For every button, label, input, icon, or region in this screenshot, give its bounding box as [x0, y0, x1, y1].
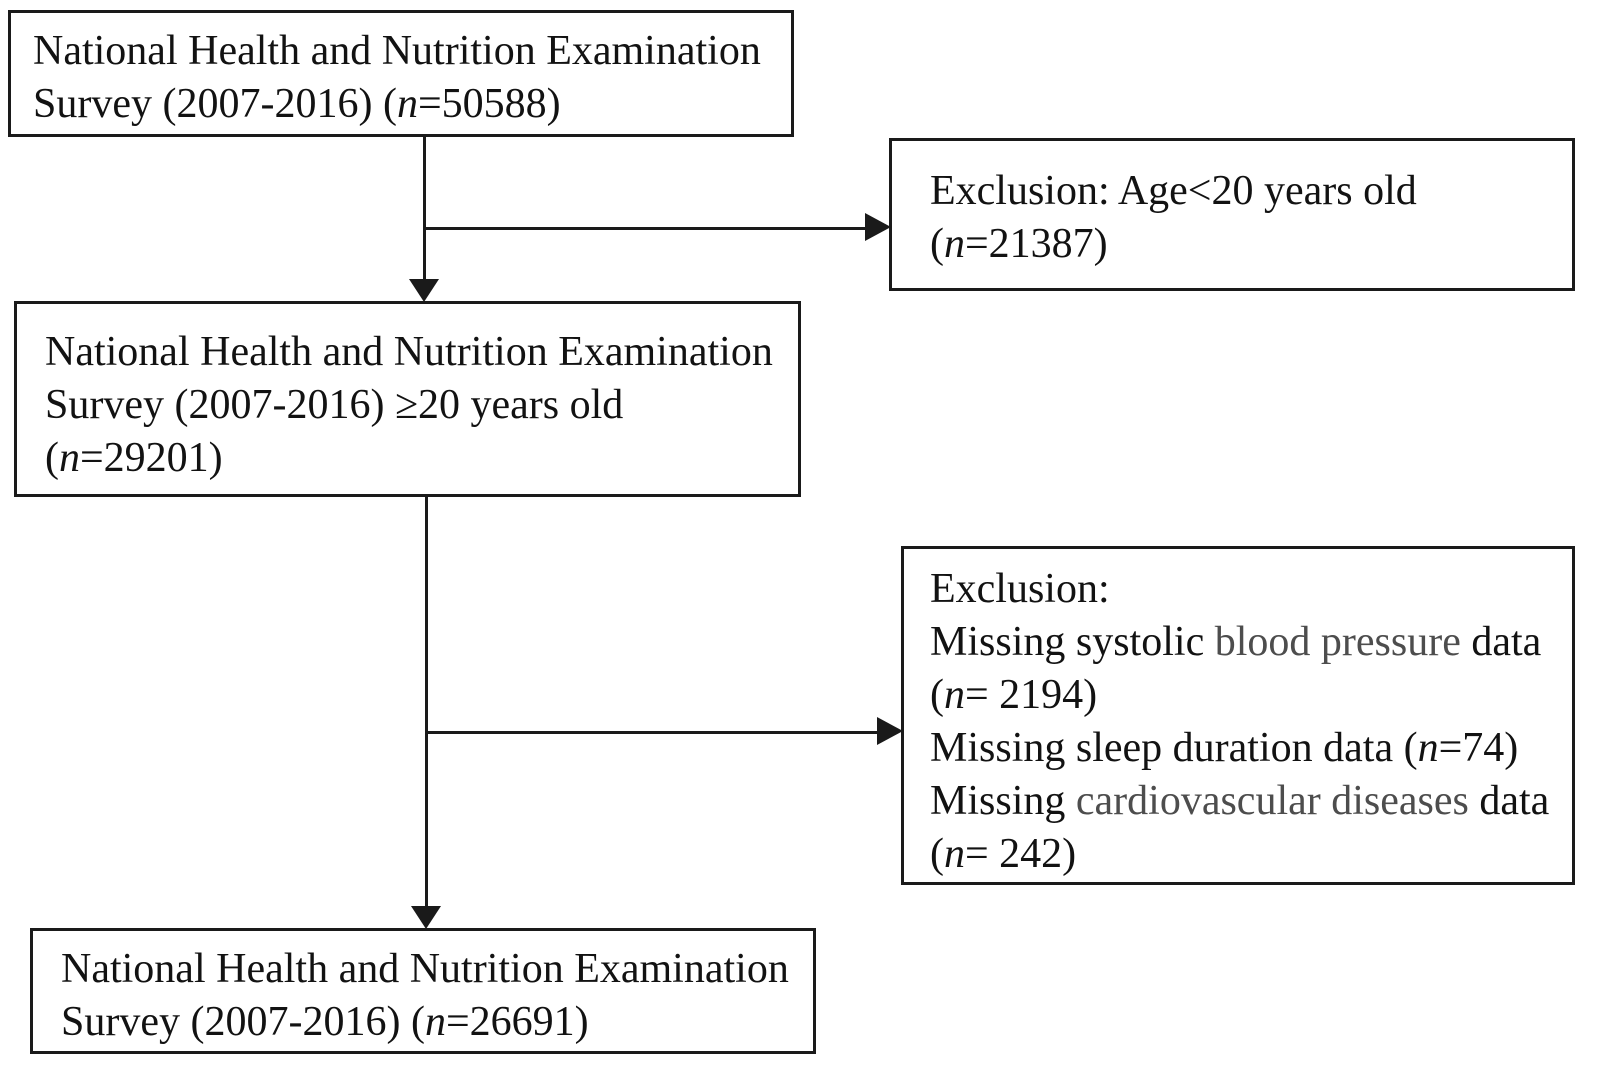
text-line — [930, 616, 1558, 669]
text-segment: blood pressure — [1214, 619, 1461, 665]
node-nhanes-initial — [8, 10, 794, 137]
text-line — [33, 25, 773, 78]
sample-size-n: n — [944, 672, 965, 718]
sample-size-n: n — [944, 221, 965, 267]
text-line — [61, 996, 795, 1049]
arrowhead-down-icon — [409, 279, 439, 302]
text-segment: Survey (2007-2016) ( — [61, 999, 425, 1045]
node-exclusion-age — [889, 138, 1575, 291]
text-segment: ( — [930, 672, 944, 718]
text-segment: Survey (2007-2016) ( — [33, 81, 397, 127]
text-segment: Missing sleep duration data ( — [930, 725, 1418, 771]
text-segment: Survey (2007-2016) ≥20 years old — [45, 382, 624, 428]
connector-initial-to-adults — [423, 137, 426, 281]
text-segment: National Health and Nutrition Examination — [33, 28, 761, 74]
node-nhanes-adults — [14, 301, 801, 497]
text-segment: National Health and Nutrition Examination — [61, 946, 789, 992]
text-segment: Missing — [930, 778, 1076, 824]
text-segment: ( — [930, 831, 944, 877]
text-line — [930, 722, 1558, 775]
text-segment: Exclusion: Age<20 years old — [930, 168, 1417, 214]
text-line — [33, 78, 773, 131]
sample-size-n: n — [944, 831, 965, 877]
text-line — [45, 326, 780, 379]
sample-size-n: n — [424, 999, 446, 1045]
sample-size-n: n — [396, 81, 418, 127]
node-exclusion-missing — [901, 546, 1575, 885]
text-line — [930, 165, 1554, 218]
node-nhanes-final — [30, 928, 816, 1054]
sample-size-n: n — [1417, 725, 1439, 771]
connector-adults-to-final — [425, 497, 428, 907]
text-line — [930, 669, 1558, 722]
text-segment: =21387) — [965, 221, 1108, 267]
text-segment: data — [1460, 619, 1542, 665]
arrowhead-right-icon — [877, 717, 903, 745]
text-line — [930, 828, 1558, 881]
text-segment: = 242) — [965, 831, 1077, 877]
text-segment: ( — [930, 221, 944, 267]
text-line — [930, 775, 1558, 828]
connector-branch-exclusion-age — [423, 227, 867, 230]
text-segment: Exclusion: — [930, 566, 1110, 612]
text-line — [45, 379, 780, 432]
text-segment: =29201) — [80, 435, 223, 481]
text-segment: = 2194) — [965, 672, 1098, 718]
text-segment: ( — [45, 435, 59, 481]
text-segment: data — [1468, 778, 1550, 824]
text-line — [45, 432, 780, 485]
text-segment: =74) — [1438, 725, 1519, 771]
sample-size-n: n — [59, 435, 80, 481]
text-line — [930, 563, 1558, 616]
text-segment: National Health and Nutrition Examination — [45, 329, 773, 375]
text-line — [930, 218, 1554, 271]
text-segment: =26691) — [445, 999, 589, 1045]
text-segment: =50588) — [417, 81, 561, 127]
text-segment: cardiovascular diseases — [1075, 778, 1469, 824]
arrowhead-right-icon — [865, 213, 891, 241]
text-line — [61, 943, 795, 996]
connector-branch-exclusion-missing — [425, 731, 879, 734]
arrowhead-down-icon — [411, 906, 441, 929]
text-segment: Missing systolic — [930, 619, 1215, 665]
